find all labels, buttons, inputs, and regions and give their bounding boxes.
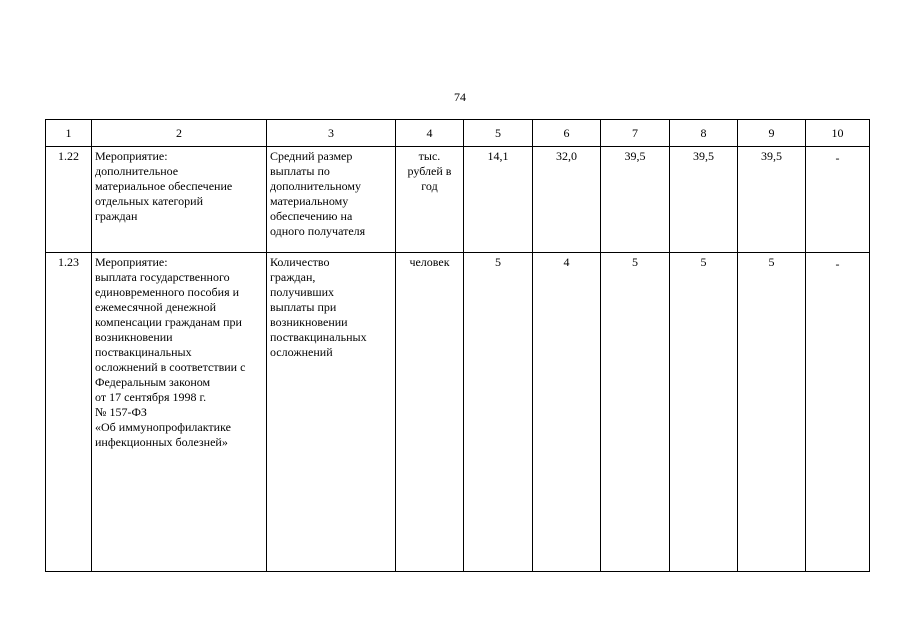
- unit-line: человек: [409, 255, 450, 270]
- indicator-line: поствакцинальных: [270, 330, 367, 345]
- indicator-line: обеспечению на: [270, 209, 353, 224]
- measure-line: граждан: [95, 209, 138, 224]
- indicator-line: Количество: [270, 255, 330, 270]
- measure-line: дополнительное: [95, 164, 179, 179]
- measure-line: ежемесячной денежной: [95, 300, 217, 315]
- measure-line: осложнений в соответствии с: [95, 360, 246, 375]
- measure-line: компенсации гражданам при: [95, 315, 242, 330]
- header-cell-8: 8: [670, 120, 738, 147]
- indicators-table: [45, 119, 870, 572]
- measure-line: выплата государственного: [95, 270, 230, 285]
- value-col-8: 39,5: [670, 147, 738, 253]
- unit-cell: [396, 147, 464, 253]
- indicator-line: одного получателя: [270, 224, 366, 239]
- indicator-line: граждан,: [270, 270, 316, 285]
- indicator-line: осложнений: [270, 345, 333, 360]
- value-col-5: 5: [464, 253, 533, 572]
- header-cell-6: 6: [533, 120, 601, 147]
- indicator-line: возникновении: [270, 315, 348, 330]
- measure-cell: [92, 147, 267, 253]
- measure-cell: [92, 253, 267, 572]
- value-col-10: -: [806, 253, 870, 572]
- indicator-line: выплаты при: [270, 300, 337, 315]
- indicator-cell: [267, 253, 396, 572]
- indicator-line: получивших: [270, 285, 335, 300]
- value-col-7: 5: [601, 253, 670, 572]
- value-col-9: 39,5: [738, 147, 806, 253]
- measure-line: поствакцинальных: [95, 345, 192, 360]
- measure-line: Федеральным законом: [95, 375, 211, 390]
- row-number: 1.22: [46, 147, 92, 253]
- measure-line: «Об иммунопрофилактике: [95, 420, 231, 435]
- unit-line: тыс.: [418, 149, 441, 164]
- value-col-7: 39,5: [601, 147, 670, 253]
- header-row: [46, 120, 870, 147]
- header-cell-10: 10: [806, 120, 870, 147]
- value-col-6: 32,0: [533, 147, 601, 253]
- header-cell-3: 3: [267, 120, 396, 147]
- measure-line: № 157-ФЗ: [95, 405, 147, 420]
- header-cell-1: 1: [46, 120, 92, 147]
- measure-line: отдельных категорий: [95, 194, 204, 209]
- value-col-9: 5: [738, 253, 806, 572]
- unit-cell: [396, 253, 464, 572]
- indicator-line: дополнительному: [270, 179, 362, 194]
- header-cell-5: 5: [464, 120, 533, 147]
- indicator-line: материальному: [270, 194, 349, 209]
- measure-line: Мероприятие:: [95, 255, 168, 270]
- value-col-10: -: [806, 147, 870, 253]
- value-col-8: 5: [670, 253, 738, 572]
- measure-line: материальное обеспечение: [95, 179, 233, 194]
- page-number: 74: [454, 90, 466, 104]
- measure-line: возникновении: [95, 330, 173, 345]
- header-cell-7: 7: [601, 120, 670, 147]
- header-cell-9: 9: [738, 120, 806, 147]
- unit-line: рублей в: [407, 164, 452, 179]
- header-cell-4: 4: [396, 120, 464, 147]
- header-cell-2: 2: [92, 120, 267, 147]
- unit-line: год: [421, 179, 438, 194]
- value-col-5: 14,1: [464, 147, 533, 253]
- measure-line: инфекционных болезней»: [95, 435, 228, 450]
- row-number: 1.23: [46, 253, 92, 572]
- indicator-line: выплаты по: [270, 164, 330, 179]
- measure-line: единовременного пособия и: [95, 285, 240, 300]
- indicator-cell: [267, 147, 396, 253]
- indicator-line: Средний размер: [270, 149, 353, 164]
- table-row: [46, 147, 870, 253]
- measure-line: Мероприятие:: [95, 149, 168, 164]
- measure-line: от 17 сентября 1998 г.: [95, 390, 207, 405]
- table-row: [46, 253, 870, 572]
- value-col-6: 4: [533, 253, 601, 572]
